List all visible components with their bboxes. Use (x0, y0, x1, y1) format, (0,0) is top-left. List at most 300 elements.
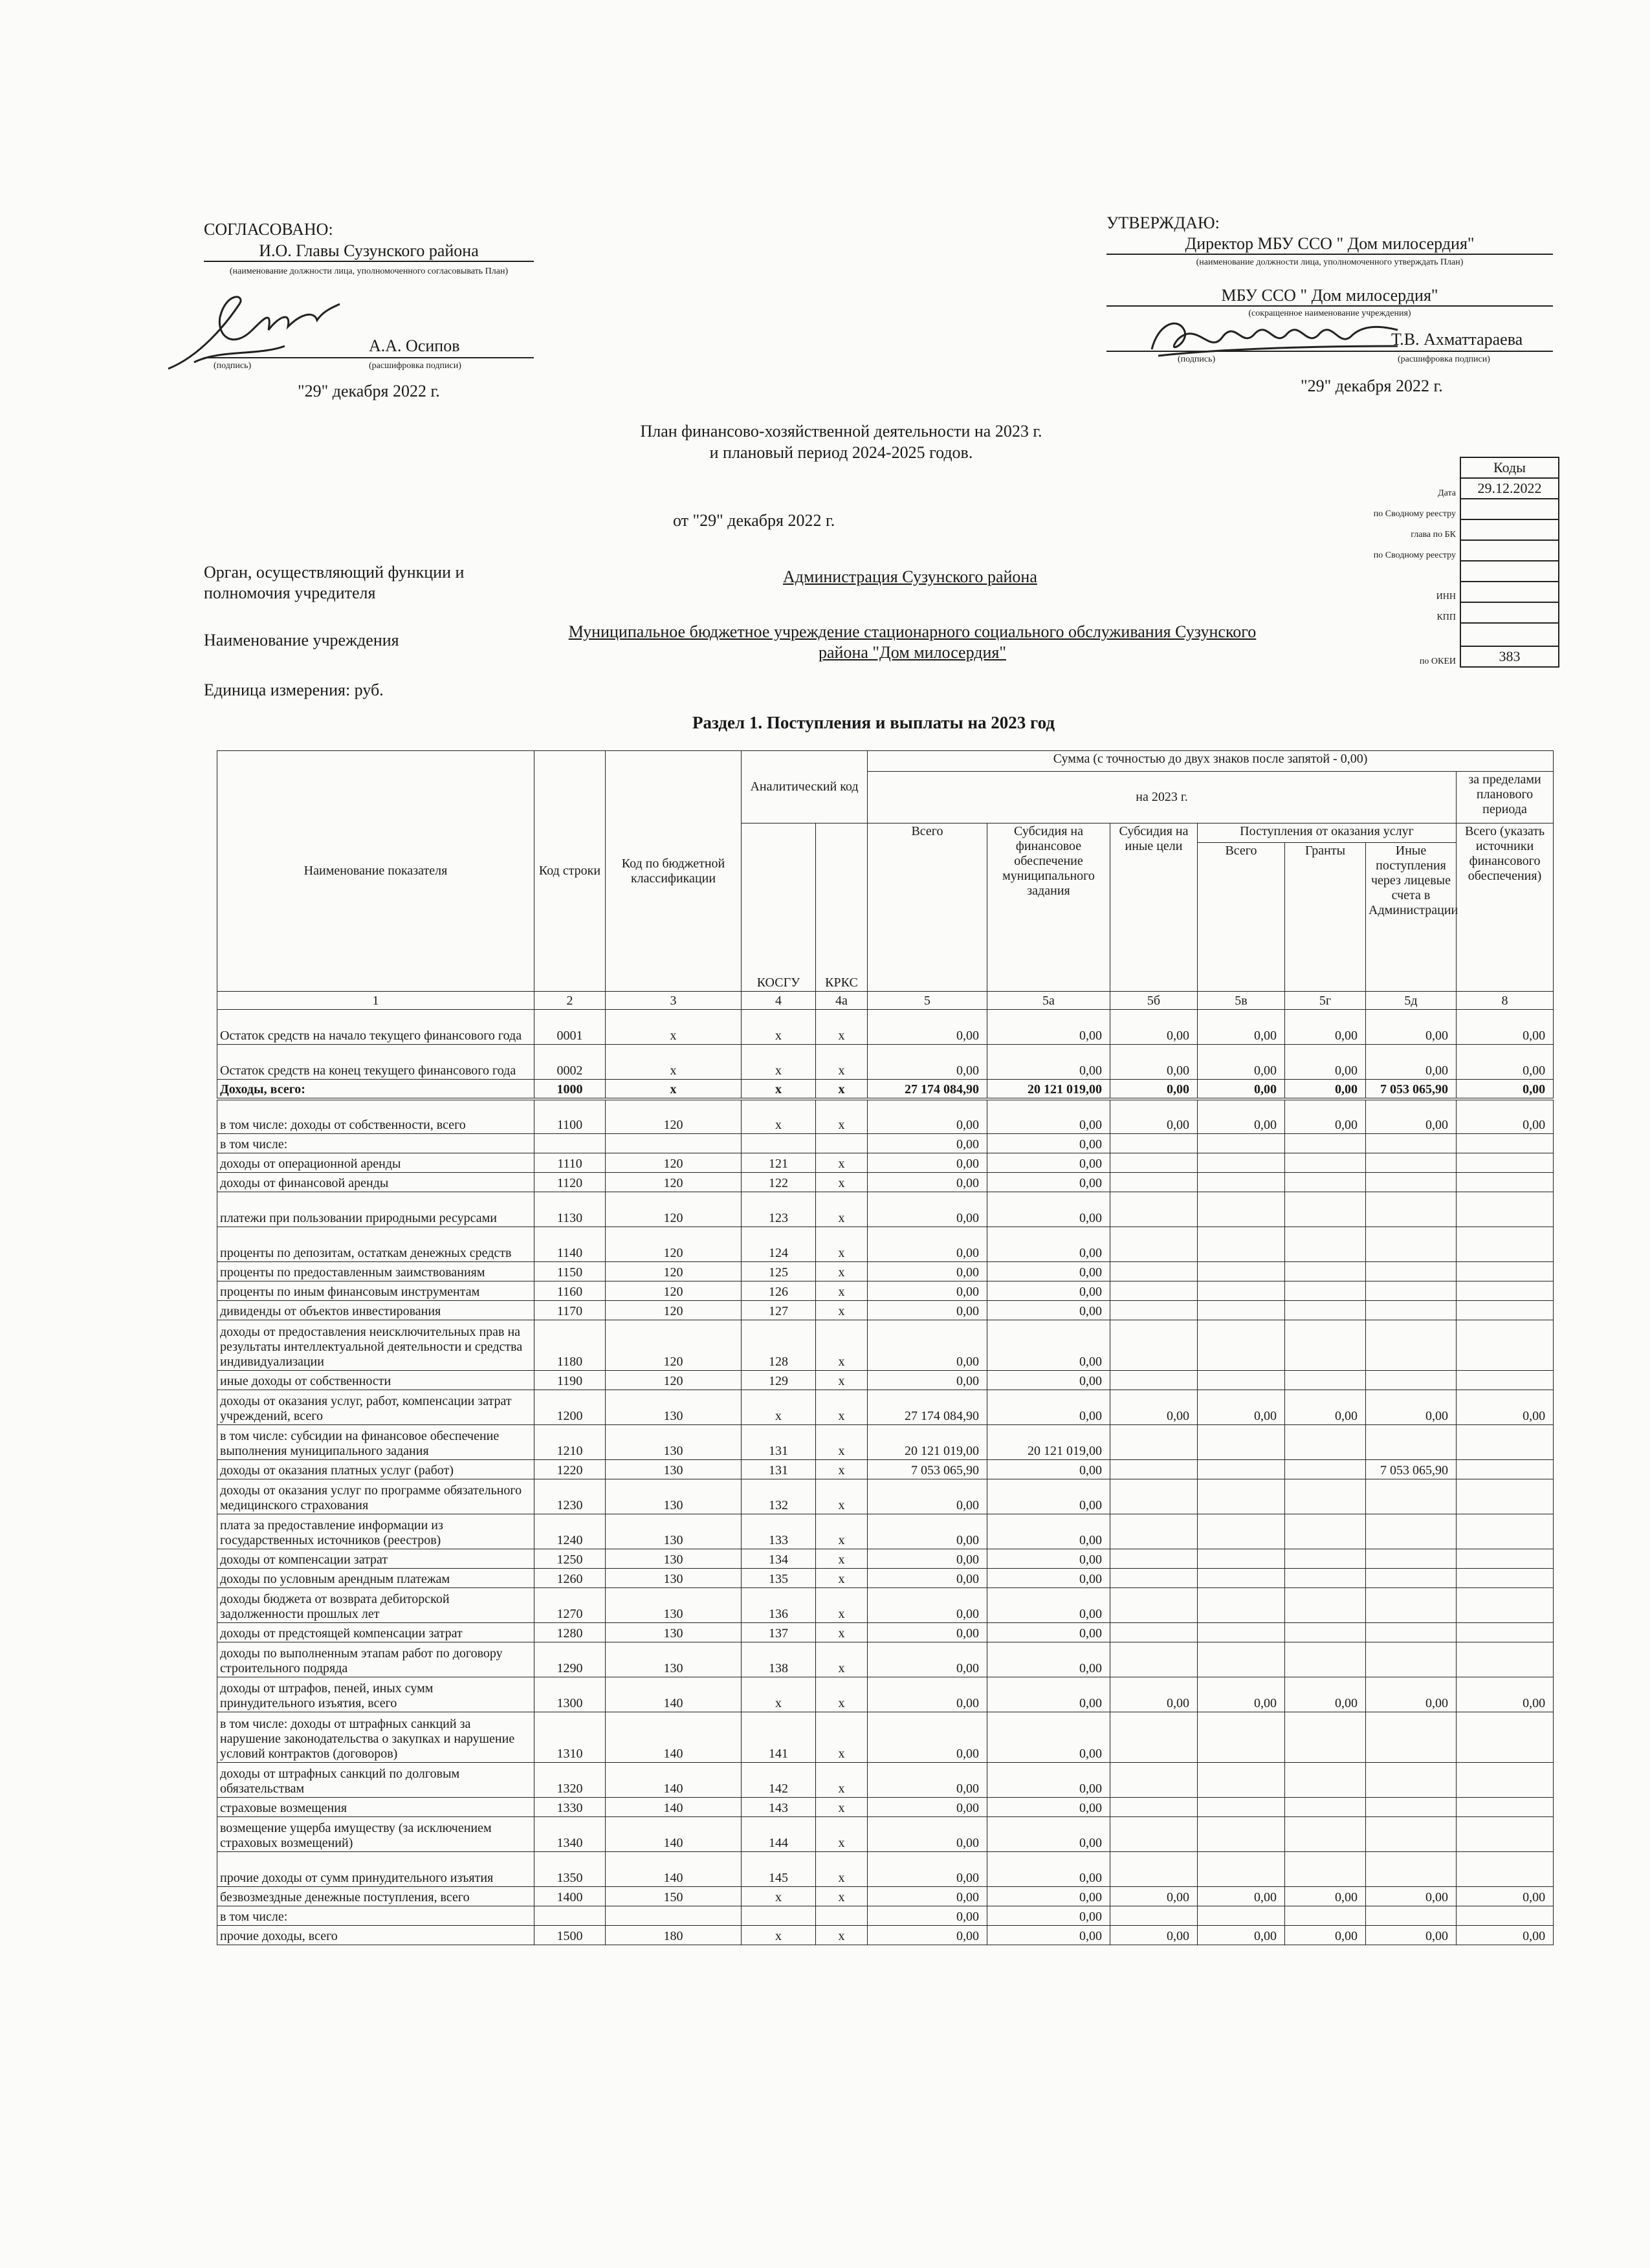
row-value (1285, 1712, 1366, 1763)
row-budget-code (606, 1906, 742, 1926)
codes-reg1-label: по Сводному реестру (1373, 509, 1456, 519)
table-row (217, 1677, 1554, 1712)
row-value: 0,00 (1198, 1045, 1285, 1080)
row-value: 0,00 (987, 1281, 1110, 1301)
row-kosgu: 141 (742, 1712, 816, 1763)
row-value (1457, 1425, 1554, 1460)
row-code: 1300 (534, 1677, 606, 1712)
row-name: доходы бюджета от возврата дебиторской задолженности прошлых лет (217, 1588, 534, 1623)
institution-value-2: района "Дом милосердия" (819, 643, 1006, 662)
row-kosgu: 129 (742, 1371, 816, 1390)
table-row (217, 1153, 1554, 1173)
row-krks: х (816, 1425, 868, 1460)
row-krks: х (816, 1798, 868, 1817)
row-value (1457, 1320, 1554, 1371)
row-value (1110, 1153, 1198, 1173)
row-budget-code: 120 (606, 1192, 742, 1227)
row-kosgu: 121 (742, 1153, 816, 1173)
row-value (1285, 1192, 1366, 1227)
table-row (217, 1371, 1554, 1390)
row-value (1366, 1134, 1457, 1153)
row-krks: х (816, 1173, 868, 1192)
row-value: 0,00 (1198, 1887, 1285, 1906)
row-value: 0,00 (1110, 1887, 1198, 1906)
row-budget-code: 120 (606, 1320, 742, 1371)
row-name: доходы от оказания платных услуг (работ) (217, 1460, 534, 1479)
row-value (1366, 1371, 1457, 1390)
row-code: 1230 (534, 1479, 606, 1514)
row-name: доходы от предстоящей компенсации затрат (217, 1623, 534, 1642)
row-kosgu: 135 (742, 1569, 816, 1588)
row-name: дивиденды от объектов инвестирования (217, 1301, 534, 1320)
codes-inn-value (1460, 582, 1559, 602)
row-name: доходы по условным арендным платежам (217, 1569, 534, 1588)
row-value (1198, 1134, 1285, 1153)
row-budget-code (606, 1134, 742, 1153)
row-code: 1220 (534, 1460, 606, 1479)
row-krks: х (816, 1852, 868, 1887)
row-krks: х (816, 1010, 868, 1045)
row-value (1457, 1479, 1554, 1514)
row-value: 0,00 (868, 1320, 987, 1371)
row-krks: х (816, 1153, 868, 1173)
column-number: 5а (987, 992, 1110, 1010)
row-value (1285, 1173, 1366, 1192)
row-kosgu: 128 (742, 1320, 816, 1371)
row-value (1110, 1320, 1198, 1371)
row-value (1457, 1227, 1554, 1262)
row-name: проценты по предоставленным заимствованиям (217, 1262, 534, 1281)
row-value (1198, 1320, 1285, 1371)
row-value (1285, 1301, 1366, 1320)
row-value (1198, 1425, 1285, 1460)
row-value: 0,00 (868, 1227, 987, 1262)
row-value: 0,00 (868, 1153, 987, 1173)
row-value: 0,00 (868, 1134, 987, 1153)
row-value: 0,00 (1457, 1390, 1554, 1425)
row-kosgu: х (742, 1926, 816, 1945)
column-number: 4 (742, 992, 816, 1010)
row-budget-code: 130 (606, 1514, 742, 1549)
codes-kpp-label: КПП (1436, 613, 1456, 622)
row-value: 0,00 (868, 1371, 987, 1390)
row-name: доходы от операционной аренды (217, 1153, 534, 1173)
row-value: 0,00 (868, 1281, 987, 1301)
row-kosgu: 124 (742, 1227, 816, 1262)
row-value (1110, 1281, 1198, 1301)
row-budget-code: 130 (606, 1549, 742, 1569)
row-name: иные доходы от собственности (217, 1371, 534, 1390)
row-value: 0,00 (868, 1301, 987, 1320)
approval-right-name-note: (расшифровка подписи) (1398, 354, 1490, 364)
row-value (1285, 1262, 1366, 1281)
approval-right-org-note: (сокращенное наименование учреждения) (1248, 309, 1411, 318)
row-value (1110, 1514, 1198, 1549)
table-row (217, 1281, 1554, 1301)
header-beyond-total: Всего (указать источники финансового обеспечения) (1457, 823, 1554, 992)
row-value: 0,00 (1110, 1926, 1198, 1945)
plan-title-line2: и плановый период 2024-2025 годов. (709, 443, 973, 462)
founder-label-2: полномочия учредителя (204, 583, 376, 602)
row-kosgu (742, 1906, 816, 1926)
row-value: 0,00 (1198, 1080, 1285, 1099)
row-krks: х (816, 1549, 868, 1569)
row-value: 0,00 (1110, 1045, 1198, 1080)
row-value: 0,00 (868, 1926, 987, 1945)
row-code: 1160 (534, 1281, 606, 1301)
row-name: доходы от оказания услуг, работ, компенсации затрат учреждений, всего (217, 1390, 534, 1425)
row-value: 0,00 (987, 1712, 1110, 1763)
row-name: доходы по выполненным этапам работ по договору строительного подряда (217, 1642, 534, 1677)
row-kosgu: 125 (742, 1262, 816, 1281)
column-number: 5д (1366, 992, 1457, 1010)
row-budget-code: 130 (606, 1569, 742, 1588)
codes-inn-label: ИНН (1436, 592, 1456, 602)
row-value (1198, 1479, 1285, 1514)
row-code: 1200 (534, 1390, 606, 1425)
row-code: 1170 (534, 1301, 606, 1320)
row-kosgu: 131 (742, 1425, 816, 1460)
approval-right-signature-note: (подпись) (1178, 354, 1216, 364)
row-krks: х (816, 1045, 868, 1080)
column-number: 8 (1457, 992, 1554, 1010)
row-value: 0,00 (1285, 1045, 1366, 1080)
row-value: 0,00 (1366, 1390, 1457, 1425)
row-budget-code: 140 (606, 1852, 742, 1887)
row-value (1110, 1569, 1198, 1588)
row-budget-code: 120 (606, 1301, 742, 1320)
row-value: 0,00 (1457, 1926, 1554, 1945)
row-kosgu: 138 (742, 1642, 816, 1677)
row-value (1285, 1514, 1366, 1549)
table-row (217, 1099, 1554, 1134)
row-value: 0,00 (1366, 1926, 1457, 1945)
row-budget-code: х (606, 1080, 742, 1099)
row-value (1198, 1906, 1285, 1926)
row-code: 1280 (534, 1623, 606, 1642)
codes-header: Коды (1460, 457, 1559, 478)
approval-right-date: "29" декабря 2022 г. (1301, 376, 1443, 395)
row-name: в том числе: доходы от штрафных санкций за нарушение законодательства о закупках и нарушение условий контрактов (договоров) (217, 1712, 534, 1763)
row-kosgu: 123 (742, 1192, 816, 1227)
row-value: 0,00 (1198, 1099, 1285, 1134)
row-value (1285, 1623, 1366, 1642)
row-value (1457, 1192, 1554, 1227)
header-sum: Сумма (с точностью до двух знаков после запятой - 0,00) (868, 751, 1554, 772)
approval-left-heading: СОГЛАСОВАНО: (204, 220, 333, 239)
row-code: 1260 (534, 1569, 606, 1588)
row-budget-code: 120 (606, 1099, 742, 1134)
row-krks: х (816, 1642, 868, 1677)
row-value (1457, 1798, 1554, 1817)
row-value: 0,00 (1110, 1099, 1198, 1134)
row-value: 0,00 (987, 1906, 1110, 1926)
row-budget-code: 180 (606, 1926, 742, 1945)
row-value: 0,00 (868, 1906, 987, 1926)
receipts-table-body (217, 1010, 1554, 1945)
header-subsidy-task: Субсидия на финансовое обеспечение муниципального задания (987, 823, 1110, 992)
table-row (217, 1642, 1554, 1677)
row-name: в том числе: доходы от собственности, всего (217, 1099, 534, 1134)
row-value: 0,00 (1198, 1010, 1285, 1045)
row-budget-code: 120 (606, 1153, 742, 1173)
row-kosgu: 126 (742, 1281, 816, 1301)
column-number: 5г (1285, 992, 1366, 1010)
row-value: 0,00 (868, 1010, 987, 1045)
table-row (217, 1569, 1554, 1588)
row-name: Остаток средств на конец текущего финансового года (217, 1045, 534, 1080)
table-row (217, 1173, 1554, 1192)
row-code: 1110 (534, 1153, 606, 1173)
row-code: 1350 (534, 1852, 606, 1887)
row-value: 0,00 (987, 1134, 1110, 1153)
row-budget-code: х (606, 1010, 742, 1045)
row-value: 0,00 (987, 1390, 1110, 1425)
row-value (1285, 1569, 1366, 1588)
table-row (217, 1906, 1554, 1926)
row-value (1457, 1281, 1554, 1301)
plan-title-line1: План финансово-хозяйственной деятельности на 2023 г. (640, 422, 1042, 441)
row-kosgu: 133 (742, 1514, 816, 1549)
column-number: 1 (217, 992, 534, 1010)
row-value: 0,00 (868, 1588, 987, 1623)
row-name: Доходы, всего: (217, 1080, 534, 1099)
table-row (217, 1926, 1554, 1945)
row-value (1285, 1371, 1366, 1390)
row-value (1457, 1173, 1554, 1192)
approval-left-name-note: (расшифровка подписи) (369, 361, 461, 371)
row-value: 0,00 (868, 1642, 987, 1677)
table-row (217, 1390, 1554, 1425)
codes-bk-label: глава по БК (1411, 530, 1456, 540)
row-value: 0,00 (1198, 1926, 1285, 1945)
row-value: 0,00 (1457, 1099, 1554, 1134)
row-value (1110, 1192, 1198, 1227)
row-value: 0,00 (987, 1763, 1110, 1798)
row-krks: х (816, 1227, 868, 1262)
row-value (1110, 1173, 1198, 1192)
row-value: 0,00 (1457, 1887, 1554, 1906)
codes-bk-value (1460, 519, 1559, 540)
row-code: 1240 (534, 1514, 606, 1549)
row-value: 0,00 (987, 1852, 1110, 1887)
row-code: 1270 (534, 1588, 606, 1623)
row-krks: х (816, 1192, 868, 1227)
codes-okei-label: по ОКЕИ (1419, 657, 1456, 666)
row-value: 0,00 (987, 1371, 1110, 1390)
approval-right-heading: УТВЕРЖДАЮ: (1106, 213, 1220, 232)
header-year: на 2023 г. (868, 772, 1457, 823)
row-value (1366, 1588, 1457, 1623)
row-value: 0,00 (1285, 1390, 1366, 1425)
row-value: 0,00 (987, 1677, 1110, 1712)
row-kosgu (742, 1134, 816, 1153)
row-code (534, 1906, 606, 1926)
row-value: 0,00 (1457, 1677, 1554, 1712)
founder-label-1: Орган, осуществляющий функции и (204, 563, 465, 582)
row-kosgu: 134 (742, 1549, 816, 1569)
row-value: 0,00 (868, 1712, 987, 1763)
row-value (1198, 1763, 1285, 1798)
row-value (1110, 1588, 1198, 1623)
row-value (1198, 1514, 1285, 1549)
row-value: 0,00 (1457, 1080, 1554, 1099)
row-name: доходы от штрафов, пеней, иных сумм принудительного изъятия, всего (217, 1677, 534, 1712)
row-value (1198, 1569, 1285, 1588)
table-row (217, 1623, 1554, 1642)
row-value (1198, 1712, 1285, 1763)
row-value (1366, 1852, 1457, 1887)
row-value: 0,00 (1285, 1010, 1366, 1045)
row-value (1366, 1623, 1457, 1642)
row-krks: х (816, 1080, 868, 1099)
column-number: 2 (534, 992, 606, 1010)
row-name: прочие доходы от сумм принудительного изъятия (217, 1852, 534, 1887)
table-row (217, 1262, 1554, 1281)
table-row (217, 1798, 1554, 1817)
row-value: 0,00 (1285, 1677, 1366, 1712)
row-value (1198, 1371, 1285, 1390)
table-row (217, 1817, 1554, 1852)
row-value: 20 121 019,00 (987, 1425, 1110, 1460)
row-value (1457, 1301, 1554, 1320)
row-budget-code: 140 (606, 1712, 742, 1763)
row-value: 0,00 (987, 1623, 1110, 1642)
row-kosgu: х (742, 1390, 816, 1425)
header-other-receipts: Иные поступления через лицевые счета в Администрации (1366, 843, 1457, 992)
row-value (1198, 1173, 1285, 1192)
row-value: 0,00 (987, 1153, 1110, 1173)
row-value: 0,00 (1285, 1887, 1366, 1906)
row-value (1198, 1798, 1285, 1817)
row-value (1366, 1569, 1457, 1588)
row-value (1285, 1588, 1366, 1623)
row-code: 0001 (534, 1010, 606, 1045)
row-value: 0,00 (987, 1817, 1110, 1852)
institution-value-1: Муниципальное бюджетное учреждение стационарного социального обслуживания Сузунского (568, 622, 1257, 641)
row-value (1198, 1301, 1285, 1320)
approval-right-position-note: (наименование должности лица, уполномоченного утверждать План) (1196, 257, 1464, 267)
row-value (1366, 1281, 1457, 1301)
row-budget-code: 130 (606, 1642, 742, 1677)
row-budget-code: х (606, 1045, 742, 1080)
row-value: 0,00 (868, 1677, 987, 1712)
row-kosgu: 132 (742, 1479, 816, 1514)
row-value (1366, 1173, 1457, 1192)
row-code: 1100 (534, 1099, 606, 1134)
row-value (1198, 1281, 1285, 1301)
row-budget-code: 140 (606, 1677, 742, 1712)
row-budget-code: 120 (606, 1227, 742, 1262)
header-services-total: Всего (1198, 843, 1285, 992)
row-budget-code: 140 (606, 1798, 742, 1817)
row-budget-code: 130 (606, 1588, 742, 1623)
row-value (1198, 1549, 1285, 1569)
row-krks: х (816, 1460, 868, 1479)
row-value: 7 053 065,90 (1366, 1080, 1457, 1099)
row-value: 0,00 (868, 1549, 987, 1569)
table-row (217, 1763, 1554, 1798)
row-budget-code: 130 (606, 1623, 742, 1642)
row-kosgu: 122 (742, 1173, 816, 1192)
row-value (1457, 1262, 1554, 1281)
row-krks: х (816, 1281, 868, 1301)
row-name: прочие доходы, всего (217, 1926, 534, 1945)
row-value (1366, 1227, 1457, 1262)
table-row (217, 1320, 1554, 1371)
row-budget-code: 120 (606, 1281, 742, 1301)
row-value: 0,00 (987, 1926, 1110, 1945)
row-code: 1120 (534, 1173, 606, 1192)
row-value: 27 174 084,90 (868, 1390, 987, 1425)
row-value (1285, 1460, 1366, 1479)
row-value (1198, 1460, 1285, 1479)
row-value: 0,00 (987, 1588, 1110, 1623)
row-value (1366, 1479, 1457, 1514)
row-kosgu: 143 (742, 1798, 816, 1817)
row-krks: х (816, 1301, 868, 1320)
row-budget-code: 120 (606, 1173, 742, 1192)
row-value: 0,00 (987, 1301, 1110, 1320)
plan-date: от "29" декабря 2022 г. (673, 511, 835, 530)
row-kosgu: 144 (742, 1817, 816, 1852)
table-row (217, 1080, 1554, 1099)
row-value (1285, 1281, 1366, 1301)
row-value (1110, 1371, 1198, 1390)
row-kosgu: 137 (742, 1623, 816, 1642)
row-krks: х (816, 1390, 868, 1425)
row-kosgu: 142 (742, 1763, 816, 1798)
row-value: 0,00 (868, 1852, 987, 1887)
receipts-table (217, 750, 1554, 1945)
row-value: 0,00 (1285, 1080, 1366, 1099)
row-value (1457, 1906, 1554, 1926)
column-number: 5 (868, 992, 987, 1010)
row-value: 27 174 084,90 (868, 1080, 987, 1099)
table-row (217, 1192, 1554, 1227)
row-value: 0,00 (868, 1623, 987, 1642)
row-value: 0,00 (868, 1173, 987, 1192)
row-kosgu: 131 (742, 1460, 816, 1479)
row-value (1110, 1460, 1198, 1479)
row-value: 0,00 (1457, 1045, 1554, 1080)
row-value (1366, 1906, 1457, 1926)
row-value (1285, 1798, 1366, 1817)
row-value (1366, 1262, 1457, 1281)
row-value: 0,00 (987, 1320, 1110, 1371)
row-budget-code: 140 (606, 1763, 742, 1798)
row-code: 1400 (534, 1887, 606, 1906)
row-value: 0,00 (868, 1099, 987, 1134)
table-row (217, 1588, 1554, 1623)
row-code: 1340 (534, 1817, 606, 1852)
row-name: доходы от штрафных санкций по долговым обязательствам (217, 1763, 534, 1798)
row-krks: х (816, 1677, 868, 1712)
row-name: в том числе: субсидии на финансовое обеспечение выполнения муниципального задания (217, 1425, 534, 1460)
row-value: 0,00 (868, 1569, 987, 1588)
row-value (1110, 1227, 1198, 1262)
row-budget-code: 140 (606, 1817, 742, 1852)
row-value: 0,00 (1110, 1390, 1198, 1425)
row-name: доходы от финансовой аренды (217, 1173, 534, 1192)
row-code: 1290 (534, 1642, 606, 1677)
row-value (1366, 1763, 1457, 1798)
row-code (534, 1134, 606, 1153)
codes-reg1-value (1460, 499, 1559, 519)
codes-reg2-label: по Сводному реестру (1373, 551, 1456, 560)
row-value (1198, 1262, 1285, 1281)
row-value (1457, 1642, 1554, 1677)
